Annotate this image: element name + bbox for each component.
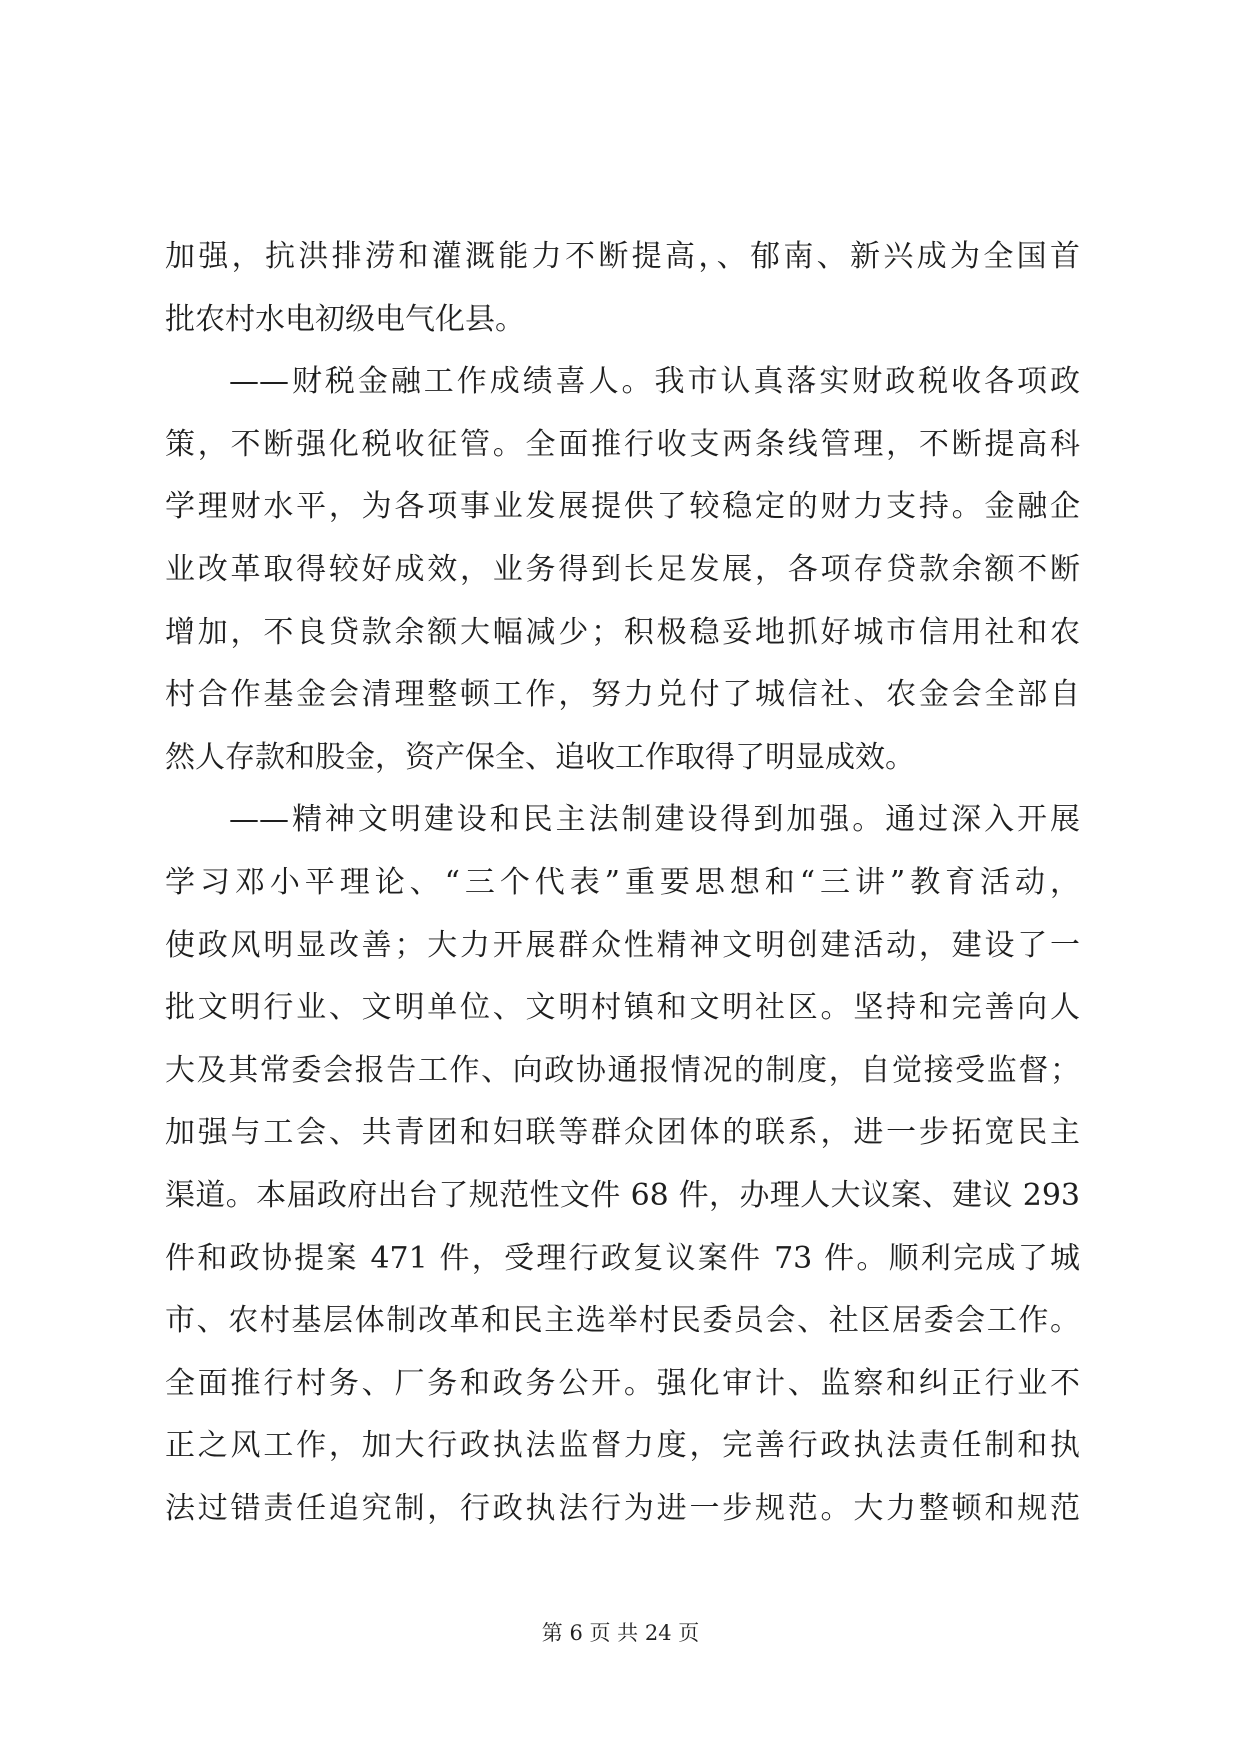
text-line: 然人存款和股金，资产保全、追收工作取得了明显成效。 bbox=[165, 739, 915, 775]
text-line: 学理财水平，为各项事业发展提供了较稳定的财力支持。金融企 bbox=[165, 489, 1080, 525]
text-line: 批文明行业、文明单位、文明村镇和文明社区。坚持和完善向人 bbox=[165, 990, 1080, 1026]
text-line: 学习邓小平理论、“三个代表”重要思想和“三讲”教育活动， bbox=[165, 864, 1080, 900]
text-line: 件和政协提案 471 件，受理行政复议案件 73 件。顺利完成了城 bbox=[165, 1240, 1080, 1276]
text-line: 加强，抗洪排涝和灌溉能力不断提高，、郁南、新兴成为全国首 bbox=[165, 239, 1080, 274]
text-line: 法过错责任追究制，行政执法行为进一步规范。大力整顿和规范 bbox=[165, 1490, 1080, 1526]
text-line: 业改革取得较好成效，业务得到长足发展，各项存贷款余额不断 bbox=[165, 551, 1080, 587]
text-line: 村合作基金会清理整顿工作，努力兑付了城信社、农金会全部自 bbox=[165, 677, 1080, 713]
text-line: 加强与工会、共青团和妇联等群众团体的联系，进一步拓宽民主 bbox=[165, 1115, 1080, 1151]
text-line: 增加，不良贷款余额大幅减少；积极稳妥地抓好城市信用社和农 bbox=[165, 614, 1080, 650]
text-line: 使政风明显改善；大力开展群众性精神文明创建活动，建设了一 bbox=[165, 927, 1080, 963]
text-line: 大及其常委会报告工作、向政协通报情况的制度，自觉接受监督； bbox=[165, 1052, 1080, 1088]
text-line: ——财税金融工作成绩喜人。我市认真落实财政税收各项政 bbox=[229, 364, 1080, 400]
text-line: 策，不断强化税收征管。全面推行收支两条线管理，不断提高科 bbox=[165, 426, 1080, 462]
text-line: 市、农村基层体制改革和民主选举村民委员会、社区居委会工作。 bbox=[165, 1303, 1080, 1339]
text-line: 渠道。本届政府出台了规范性文件 68 件，办理人大议案、建议 293 bbox=[165, 1177, 1080, 1213]
text-line: ——精神文明建设和民主法制建设得到加强。通过深入开展 bbox=[229, 802, 1080, 838]
text-line: 批农村水电初级电气化县。 bbox=[165, 301, 525, 337]
text-line: 正之风工作，加大行政执法监督力度，完善行政执法责任制和执 bbox=[165, 1428, 1080, 1464]
text-line: 全面推行村务、厂务和政务公开。强化审计、监察和纠正行业不 bbox=[165, 1365, 1080, 1401]
body-text bbox=[165, 226, 1080, 1540]
page-number-footer: 第 6 页 共 24 页 bbox=[541, 1621, 700, 1645]
